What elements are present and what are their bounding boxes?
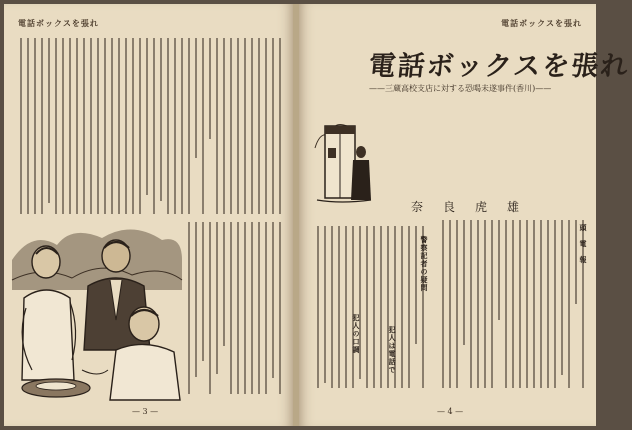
text-column-placeholder bbox=[20, 38, 22, 214]
text-column-placeholder bbox=[237, 38, 239, 214]
text-column-placeholder bbox=[139, 38, 141, 214]
right-page-number: — 4 — bbox=[437, 407, 464, 416]
text-column-placeholder bbox=[209, 222, 211, 394]
heading-4: 犯人の口調 bbox=[352, 314, 361, 354]
text-column-placeholder bbox=[512, 220, 514, 388]
left-side-text bbox=[188, 222, 286, 394]
right-page bbox=[299, 4, 632, 426]
text-column-placeholder bbox=[181, 38, 183, 214]
text-column-placeholder bbox=[244, 38, 246, 214]
text-column-placeholder bbox=[415, 226, 417, 344]
article-title: 電話ボックスを張れ bbox=[367, 51, 632, 82]
text-column-placeholder bbox=[449, 220, 451, 388]
text-column-placeholder bbox=[188, 222, 190, 394]
text-column-placeholder bbox=[230, 222, 232, 394]
text-column-placeholder bbox=[223, 38, 225, 214]
text-column-placeholder bbox=[62, 38, 64, 214]
text-column-placeholder bbox=[55, 38, 57, 214]
text-column-placeholder bbox=[97, 38, 99, 214]
text-column-placeholder bbox=[533, 220, 535, 388]
text-column-placeholder bbox=[442, 220, 444, 388]
author-name: 奈良虎雄 bbox=[411, 200, 540, 214]
left-page-number: — 3 — bbox=[132, 407, 159, 416]
text-column-placeholder bbox=[90, 38, 92, 214]
text-column-placeholder bbox=[380, 226, 382, 388]
text-column-placeholder bbox=[125, 38, 127, 214]
heading-3: 犯人は電話で bbox=[388, 326, 397, 374]
text-column-placeholder bbox=[456, 220, 458, 388]
text-column-placeholder bbox=[547, 220, 549, 388]
right-lower-text bbox=[311, 226, 429, 388]
text-column-placeholder bbox=[48, 38, 50, 203]
text-column-placeholder bbox=[216, 222, 218, 374]
text-column-placeholder bbox=[76, 38, 78, 214]
right-running-head: 電話ボックスを張れ bbox=[501, 18, 582, 28]
heading-2: 警察記者の疑問 bbox=[420, 236, 429, 292]
text-column-placeholder bbox=[470, 220, 472, 388]
text-column-placeholder bbox=[251, 222, 253, 394]
text-column-placeholder bbox=[324, 226, 326, 383]
text-column-placeholder bbox=[491, 220, 493, 388]
text-column-placeholder bbox=[34, 38, 36, 214]
text-column-placeholder bbox=[401, 226, 403, 388]
text-column-placeholder bbox=[202, 38, 204, 214]
text-column-placeholder bbox=[519, 220, 521, 388]
left-page bbox=[4, 4, 293, 426]
phone-booth-illustration bbox=[311, 108, 373, 206]
text-column-placeholder bbox=[251, 38, 253, 214]
text-column-placeholder bbox=[505, 220, 507, 388]
text-column-placeholder bbox=[498, 220, 500, 320]
text-column-placeholder bbox=[27, 38, 29, 214]
article-subtitle: ——三蔵高校支店に対する恐喝未遂事件(香川)—— bbox=[369, 84, 552, 93]
left-upper-text bbox=[14, 38, 286, 214]
text-column-placeholder bbox=[265, 222, 267, 394]
text-column-placeholder bbox=[477, 220, 479, 388]
text-column-placeholder bbox=[272, 38, 274, 214]
text-column-placeholder bbox=[118, 38, 120, 214]
text-column-placeholder bbox=[104, 38, 106, 214]
text-column-placeholder bbox=[167, 38, 169, 214]
text-column-placeholder bbox=[174, 38, 176, 214]
text-column-placeholder bbox=[279, 222, 281, 394]
text-column-placeholder bbox=[540, 220, 542, 388]
three-men-illustration bbox=[12, 220, 182, 400]
text-column-placeholder bbox=[69, 38, 71, 214]
text-column-placeholder bbox=[202, 222, 204, 361]
text-column-placeholder bbox=[366, 226, 368, 388]
left-running-head: 電話ボックスを張れ bbox=[18, 18, 99, 28]
text-column-placeholder bbox=[526, 220, 528, 388]
text-column-placeholder bbox=[279, 38, 281, 214]
text-column-placeholder bbox=[195, 222, 197, 377]
text-column-placeholder bbox=[230, 38, 232, 214]
text-column-placeholder bbox=[244, 222, 246, 394]
text-column-placeholder bbox=[345, 226, 347, 388]
text-column-placeholder bbox=[132, 38, 134, 214]
text-column-placeholder bbox=[209, 38, 211, 139]
text-column-placeholder bbox=[83, 38, 85, 214]
text-column-placeholder bbox=[408, 226, 410, 388]
text-column-placeholder bbox=[463, 220, 465, 345]
text-column-placeholder bbox=[484, 220, 486, 388]
text-column-placeholder bbox=[146, 38, 148, 195]
text-column-placeholder bbox=[373, 226, 375, 388]
text-column-placeholder bbox=[188, 38, 190, 214]
text-column-placeholder bbox=[575, 220, 577, 304]
text-column-placeholder bbox=[561, 220, 563, 375]
text-column-placeholder bbox=[338, 226, 340, 388]
text-column-placeholder bbox=[265, 38, 267, 214]
text-column-placeholder bbox=[111, 38, 113, 214]
right-upper-text bbox=[439, 220, 589, 388]
text-column-placeholder bbox=[237, 222, 239, 394]
text-column-placeholder bbox=[223, 222, 225, 346]
text-column-placeholder bbox=[317, 226, 319, 388]
text-column-placeholder bbox=[153, 38, 155, 214]
text-column-placeholder bbox=[41, 38, 43, 214]
text-column-placeholder bbox=[258, 222, 260, 394]
text-column-placeholder bbox=[216, 38, 218, 214]
text-column-placeholder bbox=[195, 38, 197, 158]
heading-1: 頭 電 報 bbox=[579, 224, 588, 264]
text-column-placeholder bbox=[258, 38, 260, 214]
text-column-placeholder bbox=[554, 220, 556, 388]
text-column-placeholder bbox=[272, 222, 274, 378]
text-column-placeholder bbox=[331, 226, 333, 388]
text-column-placeholder bbox=[568, 220, 570, 388]
text-column-placeholder bbox=[160, 38, 162, 201]
